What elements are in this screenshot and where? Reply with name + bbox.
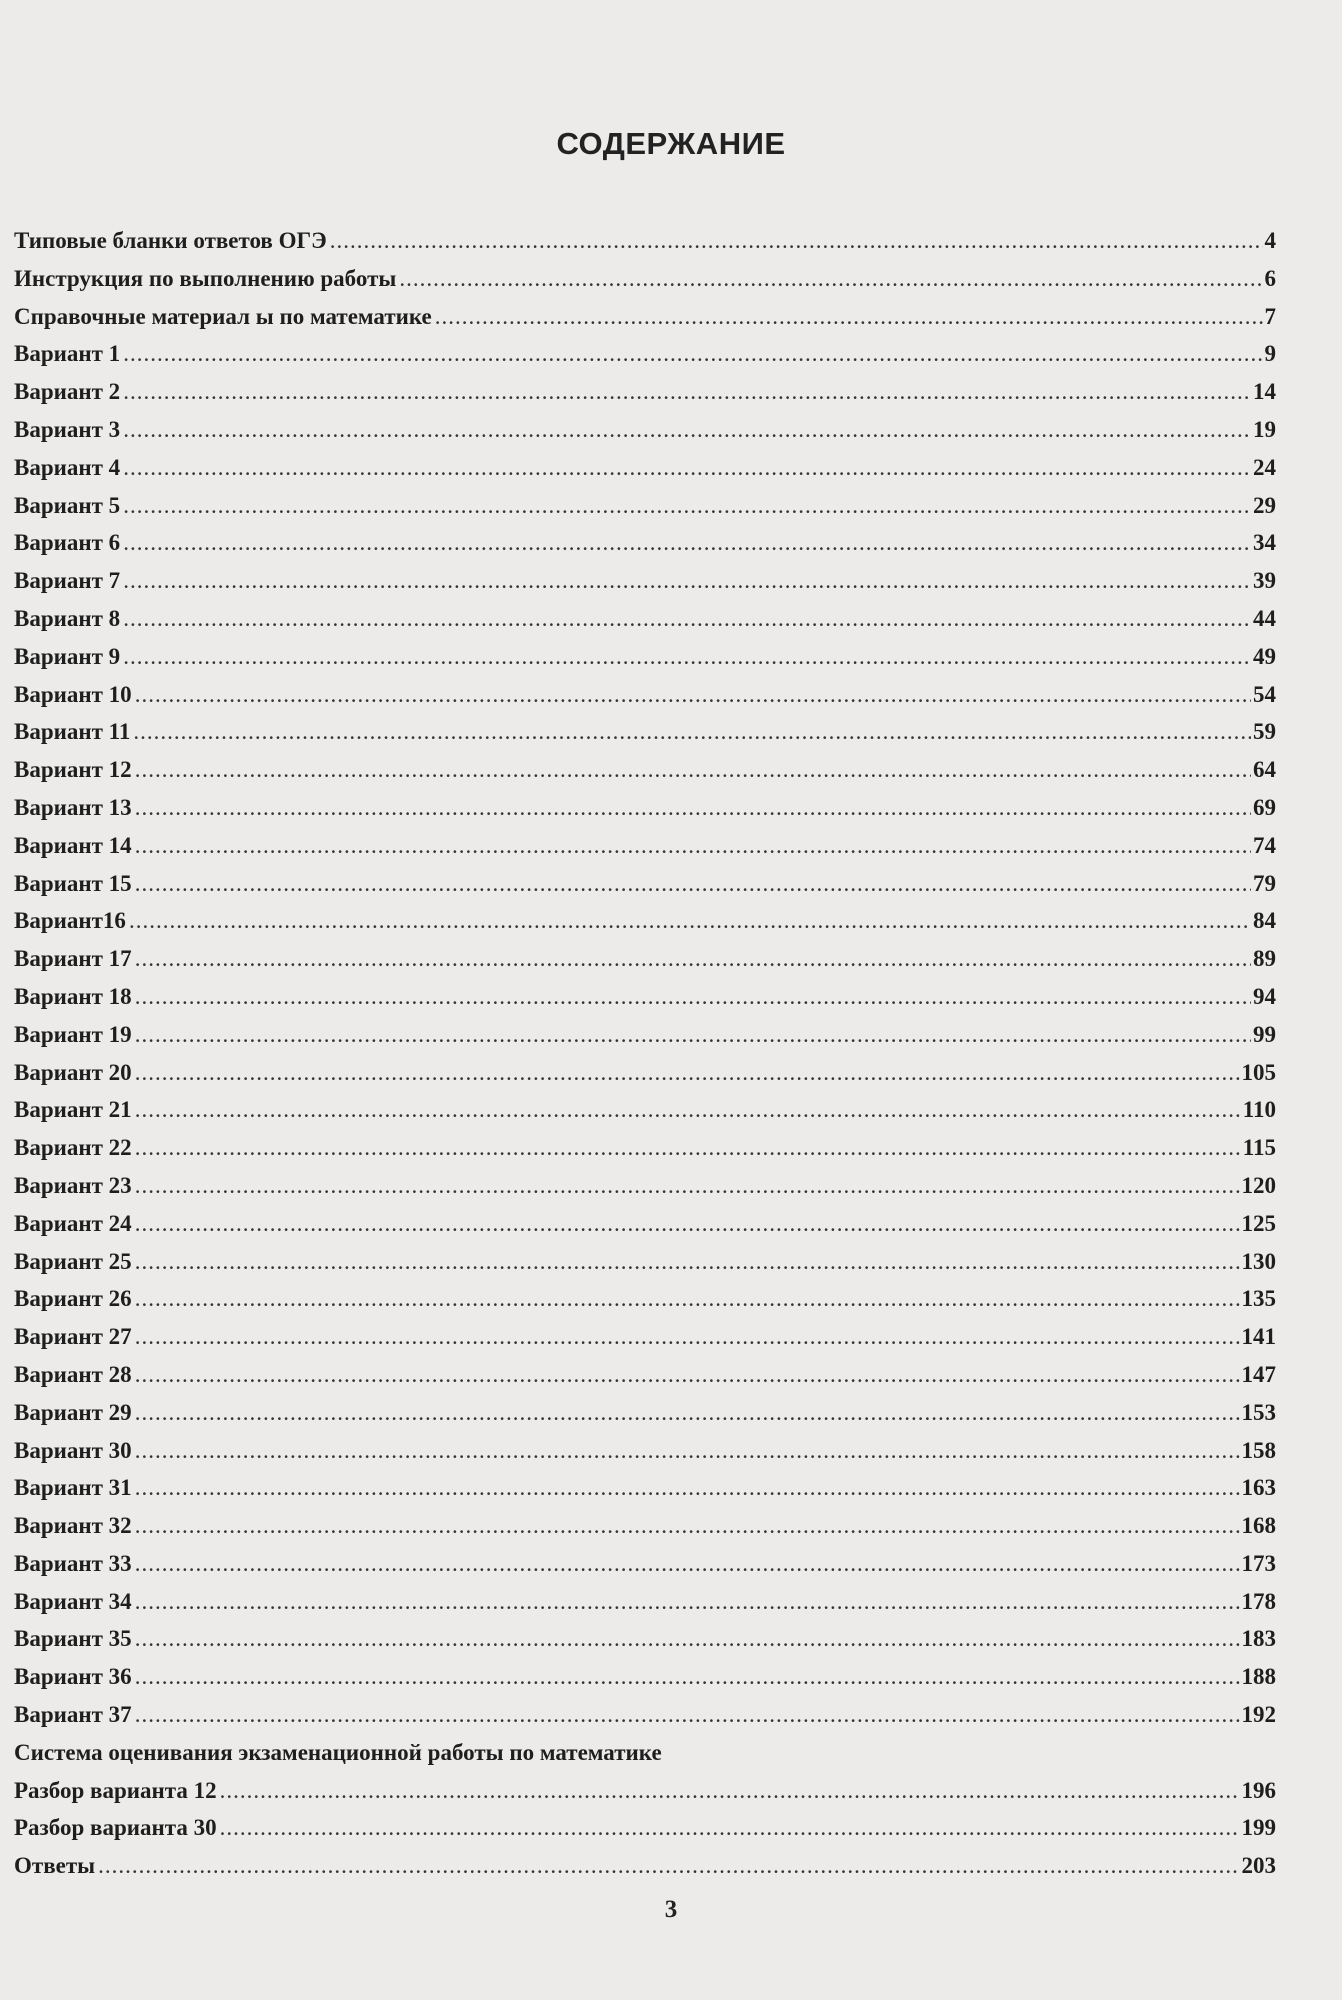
toc-entry-label: Вариант 2 [14, 379, 121, 405]
toc-entry-page: 74 [1253, 832, 1276, 858]
toc-entry-page: 178 [1241, 1588, 1276, 1614]
toc-entry-page: 158 [1241, 1437, 1276, 1463]
toc-entry [14, 1475, 1276, 1513]
toc-entry-page: 163 [1241, 1475, 1276, 1501]
toc-entry [14, 530, 1276, 568]
dot-leader [129, 908, 1251, 934]
toc-entry-label: Вариант 13 [14, 794, 132, 820]
dot-leader [135, 1022, 1251, 1048]
toc-entry-label: Вариант 21 [14, 1097, 132, 1123]
dot-leader [135, 682, 1251, 708]
dot-leader [135, 871, 1251, 897]
toc-entry-page: 173 [1241, 1550, 1276, 1576]
toc-entry [14, 304, 1276, 342]
toc-entry-label: Разбор варианта 30 [14, 1815, 217, 1841]
dot-leader [135, 757, 1251, 783]
dot-leader [135, 984, 1251, 1010]
toc-entry-label: Вариант 30 [14, 1437, 132, 1463]
dot-leader [135, 1135, 1241, 1161]
toc-entry-page: 105 [1241, 1059, 1276, 1085]
dot-leader [135, 1362, 1240, 1388]
toc-entry [14, 455, 1276, 493]
toc-entry [14, 1173, 1276, 1211]
toc-entry-label: Вариант 9 [14, 643, 121, 669]
dot-leader [135, 1664, 1240, 1690]
toc-entry [14, 568, 1276, 606]
dot-leader [123, 493, 1251, 519]
toc-entry-page: 6 [1264, 265, 1276, 291]
toc-entry [14, 644, 1276, 682]
toc-entry [14, 266, 1276, 304]
dot-leader [220, 1815, 1240, 1841]
dot-leader [135, 1173, 1240, 1199]
table-of-contents [14, 228, 1276, 1891]
toc-entry-page: 44 [1253, 605, 1276, 631]
toc-entry-label: Вариант 24 [14, 1210, 132, 1236]
toc-entry-page: 99 [1253, 1021, 1276, 1047]
toc-entry-page: 54 [1253, 681, 1276, 707]
toc-entry [14, 682, 1276, 720]
toc-entry-label: Вариант 27 [14, 1324, 132, 1350]
dot-leader [135, 1249, 1240, 1275]
toc-entry [14, 908, 1276, 946]
dot-leader [135, 1286, 1240, 1312]
toc-entry-page: 29 [1253, 492, 1276, 518]
toc-entry-label: Типовые бланки ответов ОГЭ [14, 228, 327, 253]
toc-entry [14, 1400, 1276, 1438]
toc-entry-page: 125 [1241, 1210, 1276, 1236]
dot-leader [123, 568, 1251, 594]
toc-entry-page: 120 [1241, 1172, 1276, 1198]
dot-leader [135, 1702, 1240, 1728]
toc-entry-label: Вариант 37 [14, 1702, 132, 1728]
toc-entry-label: Вариант 18 [14, 983, 132, 1009]
toc-entry-page: 130 [1241, 1248, 1276, 1274]
toc-entry [14, 1135, 1276, 1173]
dot-leader [133, 719, 1251, 745]
dot-leader [135, 1400, 1240, 1426]
toc-entry-label: Вариант 11 [14, 719, 131, 745]
toc-entry [14, 946, 1276, 984]
dot-leader [135, 1438, 1240, 1464]
toc-entry [14, 1664, 1276, 1702]
toc-entry-page: 196 [1241, 1777, 1276, 1803]
toc-entry [14, 417, 1276, 455]
toc-entry [14, 871, 1276, 909]
dot-leader [123, 379, 1251, 405]
dot-leader [98, 1853, 1239, 1879]
toc-entry-label: Вариант 4 [14, 454, 121, 480]
toc-entry-page: 84 [1253, 908, 1276, 934]
toc-entry-page: 89 [1253, 946, 1276, 972]
toc-entry-page: 141 [1241, 1324, 1276, 1350]
dot-leader [135, 1589, 1240, 1615]
toc-entry-page: 24 [1253, 454, 1276, 480]
toc-entry-label: Вариант 19 [14, 1021, 132, 1047]
toc-entry-label: Вариант 3 [14, 416, 121, 442]
toc-entry-label: Вариант 29 [14, 1399, 132, 1425]
toc-entry-label: Вариант 25 [14, 1248, 132, 1274]
toc-entry-label: Вариант 20 [14, 1059, 132, 1085]
toc-entry-page: 188 [1241, 1664, 1276, 1690]
page-number: 3 [664, 1896, 678, 1923]
toc-entry-page: 34 [1253, 530, 1276, 556]
toc-entry [14, 1362, 1276, 1400]
dot-leader [123, 606, 1251, 632]
toc-entry-page: 19 [1253, 416, 1276, 442]
toc-entry-page: 69 [1253, 794, 1276, 820]
dot-leader [123, 455, 1251, 481]
toc-entry-label: Вариант 34 [14, 1588, 132, 1614]
toc-entry [14, 1060, 1276, 1098]
toc-entry [14, 757, 1276, 795]
toc-entry-label: Вариант 22 [14, 1135, 132, 1161]
toc-entry [14, 1589, 1276, 1627]
dot-leader [135, 795, 1251, 821]
toc-entry-page: 183 [1241, 1626, 1276, 1652]
toc-entry [14, 1324, 1276, 1362]
dot-leader [135, 1060, 1240, 1086]
dot-leader [135, 1211, 1240, 1237]
dot-leader [135, 1626, 1240, 1652]
dot-leader [123, 530, 1251, 556]
toc-entry-page: 79 [1253, 870, 1276, 896]
toc-entry-label: Вариант 12 [14, 757, 132, 783]
toc-entry-page: 94 [1253, 983, 1276, 1009]
toc-entry-label: Ответы [14, 1853, 96, 1879]
toc-entry-label: Вариант 35 [14, 1626, 132, 1652]
dot-leader [135, 1513, 1240, 1539]
dot-leader [135, 946, 1251, 972]
toc-entry-label: Вариант 28 [14, 1361, 132, 1387]
toc-entry-page: 49 [1253, 643, 1276, 669]
toc-entry [14, 341, 1276, 379]
toc-entry-page: 14 [1253, 379, 1276, 405]
dot-leader [135, 1551, 1240, 1577]
toc-entry-label: Система оценивания экзаменационной работы по математике [14, 1739, 662, 1765]
page-title: СОДЕРЖАНИЕ [556, 126, 786, 161]
toc-entry [14, 1702, 1276, 1740]
toc-entry-page: 147 [1241, 1361, 1276, 1387]
toc-entry-label: Справочные материал ы по математике [14, 303, 432, 329]
toc-entry-label: Инструкция по выполнению работы [14, 265, 397, 291]
toc-entry-page: 64 [1253, 757, 1276, 783]
toc-entry [14, 1815, 1276, 1853]
toc-entry [14, 606, 1276, 644]
toc-entry-label: Вариант 5 [14, 492, 121, 518]
toc-entry-page: 199 [1241, 1815, 1276, 1841]
toc-entry-page: 115 [1242, 1135, 1276, 1161]
toc-entry [14, 1740, 1276, 1778]
toc-entry [14, 1626, 1276, 1664]
dot-leader [135, 1097, 1241, 1123]
toc-entry [14, 228, 1276, 266]
toc-entry-page: 59 [1253, 719, 1276, 745]
dot-leader [135, 1475, 1240, 1501]
toc-entry-page: 168 [1241, 1513, 1276, 1539]
dot-leader [123, 341, 1262, 367]
toc-entry-label: Вариант 31 [14, 1475, 132, 1501]
toc-entry-label: Вариант 6 [14, 530, 121, 556]
toc-entry-label: Вариант 10 [14, 681, 132, 707]
toc-entry [14, 1211, 1276, 1249]
toc-entry-page: 153 [1241, 1399, 1276, 1425]
toc-entry-label: Вариант 7 [14, 568, 121, 594]
toc-entry-page: 9 [1264, 341, 1276, 367]
toc-entry [14, 1022, 1276, 1060]
dot-leader [123, 417, 1251, 443]
dot-leader [135, 1324, 1240, 1350]
toc-entry-page: 192 [1241, 1702, 1276, 1728]
toc-entry [14, 379, 1276, 417]
toc-entry [14, 1778, 1276, 1816]
toc-entry-label: Вариант 1 [14, 341, 121, 367]
toc-entry [14, 1097, 1276, 1135]
dot-leader [123, 644, 1251, 670]
toc-entry-page: 39 [1253, 568, 1276, 594]
dot-leader [220, 1778, 1240, 1804]
toc-entry-page: 135 [1241, 1286, 1276, 1312]
toc-entry-label: Вариант 36 [14, 1664, 132, 1690]
toc-entry-label: Вариант 26 [14, 1286, 132, 1312]
toc-entry-page: 4 [1264, 228, 1276, 253]
toc-entry [14, 795, 1276, 833]
toc-entry [14, 1438, 1276, 1476]
toc-entry [14, 833, 1276, 871]
toc-entry [14, 719, 1276, 757]
toc-entry-label: Вариант 33 [14, 1550, 132, 1576]
dot-leader [435, 304, 1263, 330]
toc-entry-label: Вариант 32 [14, 1513, 132, 1539]
toc-entry [14, 984, 1276, 1022]
toc-entry-label: Вариант16 [14, 908, 126, 934]
toc-entry [14, 1551, 1276, 1589]
toc-entry-label: Вариант 17 [14, 946, 132, 972]
toc-entry-page: 7 [1264, 303, 1276, 329]
toc-entry-label: Вариант 14 [14, 832, 132, 858]
toc-entry-label: Вариант 23 [14, 1172, 132, 1198]
toc-entry-label: Вариант 8 [14, 605, 121, 631]
toc-entry [14, 1249, 1276, 1287]
toc-entry [14, 1853, 1276, 1891]
toc-entry [14, 493, 1276, 531]
dot-leader [135, 833, 1251, 859]
toc-entry-label: Вариант 15 [14, 870, 132, 896]
toc-entry [14, 1286, 1276, 1324]
dot-leader [399, 266, 1262, 292]
toc-entry-label: Разбор варианта 12 [14, 1777, 217, 1803]
dot-leader [330, 228, 1263, 254]
toc-entry [14, 1513, 1276, 1551]
toc-entry-page: 203 [1241, 1853, 1276, 1879]
toc-entry-page: 110 [1242, 1097, 1276, 1123]
